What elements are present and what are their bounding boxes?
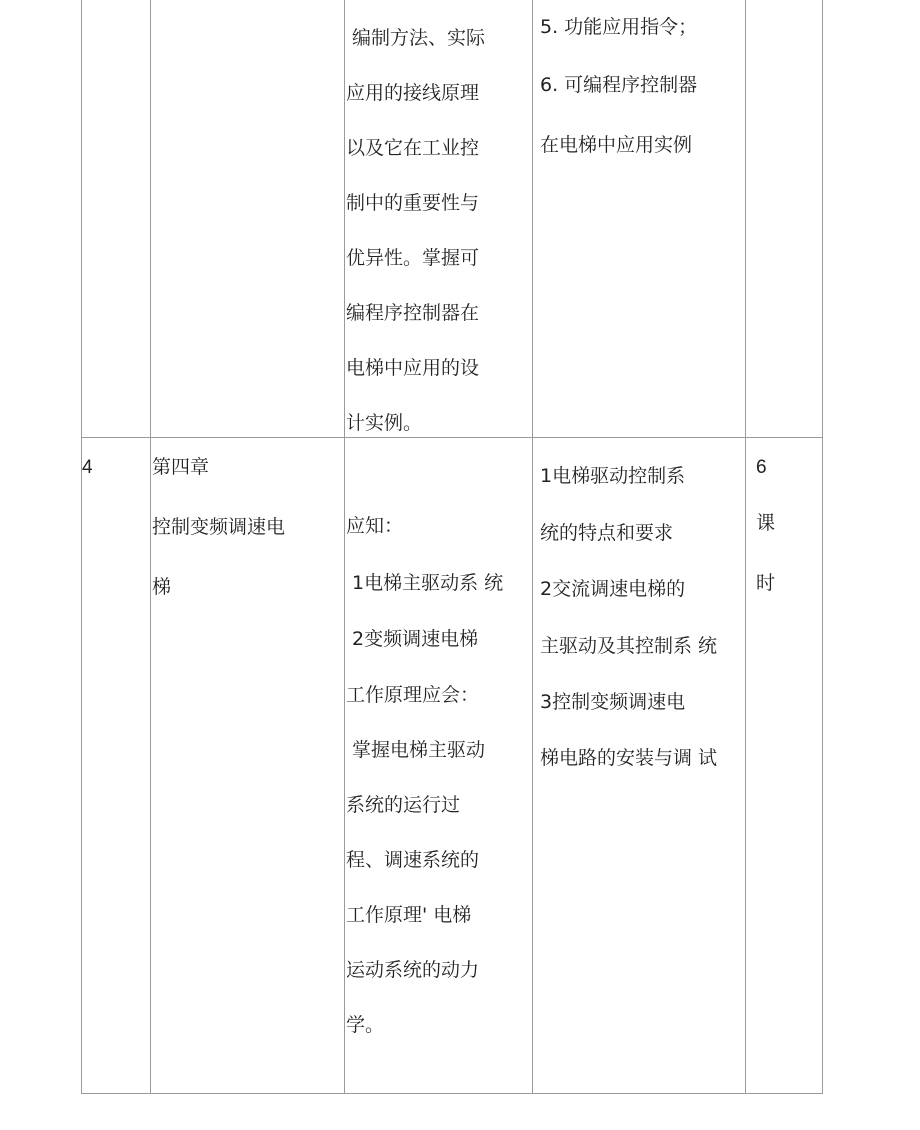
col-border-2 xyxy=(344,0,345,1094)
col-border-4 xyxy=(745,0,746,1094)
objective-line: 程、调速系统的 xyxy=(346,849,480,871)
content-line: 主驱动及其控制系 统 xyxy=(540,635,718,657)
objective-line: 工作原理应会： xyxy=(346,684,480,706)
content-line: 2交流调速电梯的 xyxy=(540,578,686,600)
objective-line: 应知： xyxy=(346,515,404,537)
objective-line: 系统的运行过 xyxy=(346,794,461,816)
objective-line: 运动系统的动力 xyxy=(346,959,480,981)
objective-line: 以及它在工业控 xyxy=(346,137,480,159)
hours-unit-char: 课 xyxy=(756,512,776,534)
objective-line: 编制方法、实际 xyxy=(352,27,486,49)
objective-line: 制中的重要性与 xyxy=(346,192,480,214)
objective-line: 1电梯主驱动系 统 xyxy=(352,572,504,594)
row-divider xyxy=(81,437,823,438)
objective-line: 掌握电梯主驱动 xyxy=(352,739,486,761)
col-border-1 xyxy=(150,0,151,1094)
hours-number: 6 xyxy=(756,457,767,478)
content-line: 统的特点和要求 xyxy=(540,522,674,544)
objective-line: 电梯中应用的设 xyxy=(346,357,480,379)
row-number: 4 xyxy=(82,457,93,478)
content-line: 在电梯中应用实例 xyxy=(540,134,693,156)
col-border-right xyxy=(822,0,823,1094)
objective-line: 工作原理' 电梯 xyxy=(346,904,472,926)
content-line: 1电梯驱动控制系 xyxy=(540,465,686,487)
content-line: 梯电路的安装与调 试 xyxy=(540,747,718,769)
chapter-line: 第四章 xyxy=(152,456,210,478)
objective-line: 编程序控制器在 xyxy=(346,302,480,324)
content-line: 5. 功能应用指令； xyxy=(540,16,698,38)
col-border-3 xyxy=(532,0,533,1094)
objective-line: 2变频调速电梯 xyxy=(352,628,479,650)
chapter-line: 控制变频调速电 xyxy=(152,516,286,538)
content-line: 6. 可编程序控制器 xyxy=(540,74,698,96)
hours-unit-char: 时 xyxy=(756,572,776,594)
objective-line: 优异性。掌握可 xyxy=(346,247,480,269)
col-border-left xyxy=(81,0,82,1094)
table-bottom-border xyxy=(81,1093,823,1094)
chapter-line: 梯 xyxy=(152,576,172,598)
objective-line: 学。 xyxy=(346,1014,385,1036)
objective-line: 应用的接线原理 xyxy=(346,82,480,104)
objective-line: 计实例。 xyxy=(346,412,423,434)
content-line: 3控制变频调速电 xyxy=(540,691,686,713)
